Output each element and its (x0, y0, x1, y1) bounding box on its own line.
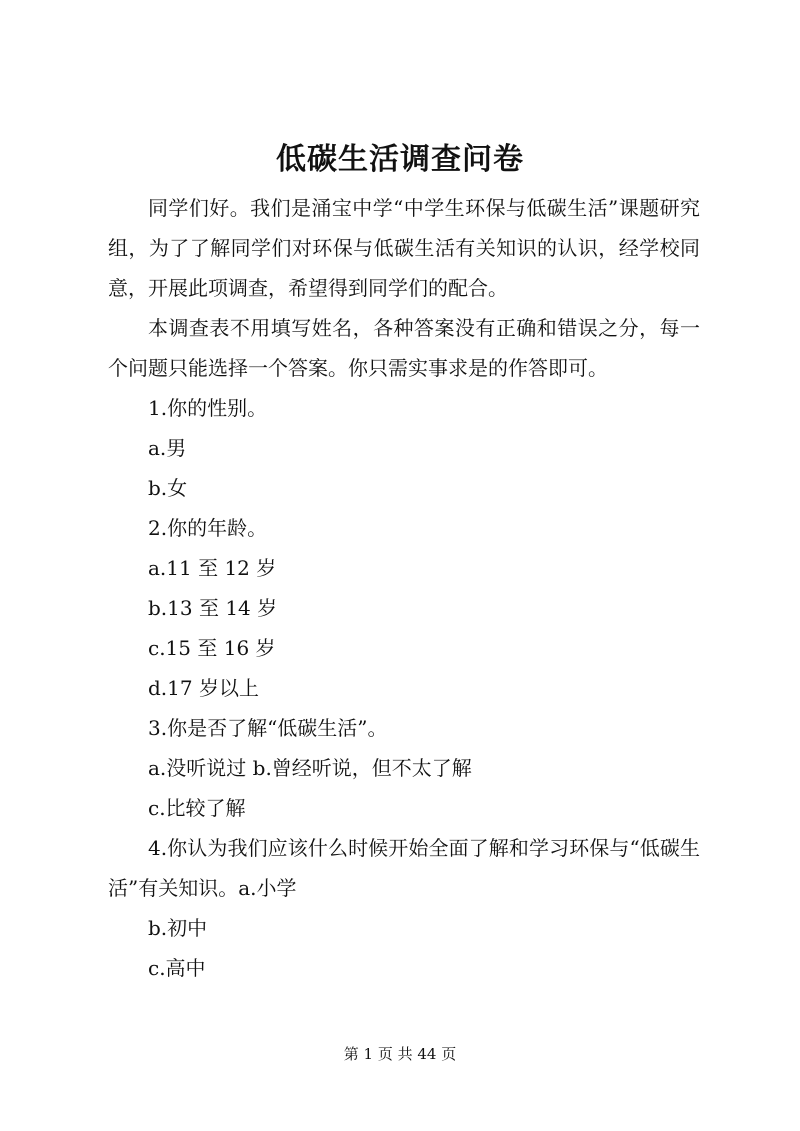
intro-paragraph: 同学们好。我们是涌宝中学“中学生环保与低碳生活”课题研究组，为了了解同学们对环保与低碳生活有关知识的认识，经学校同意，开展此项调查，希望得到同学们的配合。 (108, 196, 700, 300)
question-2-option-b: b.13 至 14 岁 (148, 596, 278, 620)
question-2-option-a: a.11 至 12 岁 (148, 556, 277, 580)
document-title: 低碳生活调查问卷 (276, 142, 524, 177)
question-4: 4.你认为我们应该什么时候开始全面了解和学习环保与“低碳生活”有关知识。a.小学 (108, 836, 700, 900)
page-footer: 第 1 页 共 44 页 (343, 1045, 457, 1063)
question-4-option-c: c.高中 (148, 956, 206, 980)
question-3: 3.你是否了解“低碳生活”。 (148, 716, 388, 740)
question-2: 2.你的年龄。 (148, 516, 268, 540)
question-4-option-b: b.初中 (148, 916, 208, 940)
question-3-option-c: c.比较了解 (148, 796, 246, 820)
instructions-paragraph: 本调查表不用填写姓名，各种答案没有正确和错误之分，每一个问题只能选择一个答案。你只需实事求是的作答即可。 (108, 316, 700, 380)
question-1: 1.你的性别。 (148, 396, 268, 420)
document-body (108, 188, 700, 988)
question-2-option-d: d.17 岁以上 (148, 676, 259, 700)
question-1-option-b: b.女 (148, 476, 188, 500)
question-1-option-a: a.男 (148, 436, 187, 460)
question-2-option-c: c.15 至 16 岁 (148, 636, 276, 660)
question-3-options-ab: a.没听说过 b.曾经听说，但不太了解 (148, 756, 472, 780)
